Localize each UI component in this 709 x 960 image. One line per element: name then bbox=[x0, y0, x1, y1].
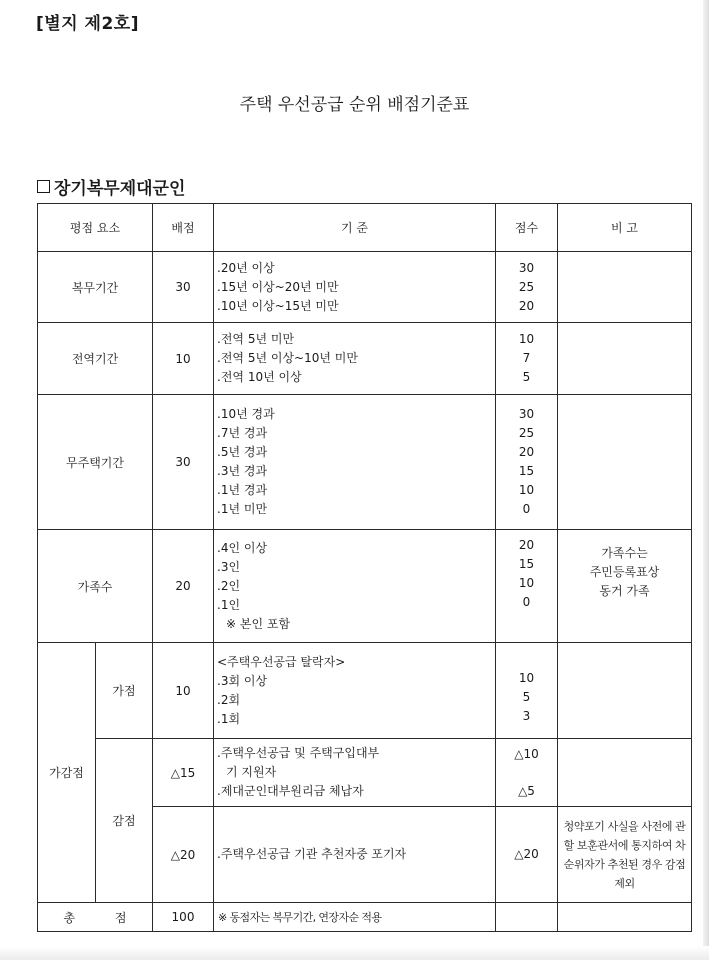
criteria-line: 기 지원자 bbox=[226, 765, 277, 779]
element-label: 전역기간 bbox=[38, 323, 153, 395]
criteria-line: .3회 이상 bbox=[217, 673, 268, 688]
table-row bbox=[38, 395, 692, 530]
score-value: 30 bbox=[518, 260, 535, 275]
page-bottom-edge bbox=[0, 946, 709, 960]
criteria-line: .3년 경과 bbox=[217, 464, 268, 478]
max-score: 30 bbox=[153, 395, 214, 530]
criteria-line: .2인 bbox=[217, 578, 241, 593]
score-cell bbox=[496, 739, 558, 807]
criteria-cell bbox=[214, 530, 496, 643]
score-value: △20 bbox=[514, 847, 539, 861]
score-value: 15 bbox=[518, 557, 535, 571]
score-value: 15 bbox=[518, 464, 535, 478]
table-row bbox=[38, 643, 692, 739]
criteria-line: .10년 경과 bbox=[217, 407, 275, 421]
max-score: 10 bbox=[153, 323, 214, 395]
sub-element-label: 감점 bbox=[96, 739, 153, 903]
score-value: 20 bbox=[518, 298, 535, 313]
score-spacer bbox=[496, 766, 557, 780]
score-value: 25 bbox=[518, 279, 535, 294]
element-label: 무주택기간 bbox=[38, 395, 153, 530]
criteria-line: .1년 미만 bbox=[217, 502, 268, 516]
criteria-line: .3인 bbox=[217, 559, 241, 574]
table-row bbox=[38, 252, 692, 323]
header-criteria: 기 준 bbox=[214, 204, 496, 252]
remarks-line: 청약포기 사실을 사전에 관 bbox=[563, 819, 686, 833]
max-score: 20 bbox=[153, 530, 214, 643]
criteria-line: .1인 bbox=[217, 597, 241, 612]
remarks-line: 동거 가족 bbox=[599, 584, 650, 598]
criteria-line: .전역 5년 미만 bbox=[217, 332, 295, 346]
max-score: △15 bbox=[153, 739, 214, 807]
remarks-cell bbox=[558, 323, 692, 395]
criteria-line: <주택우선공급 탈락자> bbox=[217, 654, 346, 669]
remarks-cell bbox=[558, 903, 692, 932]
header-max: 배점 bbox=[153, 204, 214, 252]
criteria-line: .주택우선공급 및 주택구입대부 bbox=[217, 746, 380, 760]
criteria-line: .20년 이상 bbox=[217, 260, 275, 275]
criteria-line: .제대군인대부원리금 체납자 bbox=[217, 784, 364, 798]
remarks-line: 가족수는 bbox=[601, 546, 648, 560]
total-score: 100 bbox=[153, 903, 214, 932]
criteria-line: .5년 경과 bbox=[217, 445, 268, 459]
sub-element-label: 가점 bbox=[96, 643, 153, 739]
table-row bbox=[38, 530, 692, 643]
criteria-line: .전역 10년 이상 bbox=[217, 370, 302, 384]
criteria-cell bbox=[214, 252, 496, 323]
remarks-line: 제외 bbox=[614, 876, 635, 890]
remarks-cell bbox=[558, 530, 692, 643]
table-row bbox=[38, 739, 692, 807]
score-cell bbox=[496, 323, 558, 395]
total-note: ※ 동점자는 복무기간, 연장자순 적용 bbox=[214, 903, 496, 932]
total-label: 총 점 bbox=[38, 903, 153, 932]
form-number: [별지 제2호] bbox=[36, 14, 139, 34]
criteria-cell bbox=[214, 807, 496, 903]
checkbox-icon bbox=[37, 180, 50, 193]
remarks-cell bbox=[558, 252, 692, 323]
criteria-note: ※ 본인 포함 bbox=[226, 616, 291, 631]
score-value: 30 bbox=[518, 407, 535, 421]
score-value: 5 bbox=[522, 370, 531, 384]
element-label: 가감점 bbox=[38, 643, 96, 903]
score-cell bbox=[496, 807, 558, 903]
score-value: 10 bbox=[518, 332, 535, 346]
score-value: 10 bbox=[518, 671, 535, 685]
section-label: 장기복무제대군인 bbox=[54, 179, 186, 199]
criteria-cell bbox=[214, 739, 496, 807]
criteria-cell bbox=[214, 395, 496, 530]
criteria-line: .7년 경과 bbox=[217, 426, 268, 440]
criteria-line: .전역 5년 이상~10년 미만 bbox=[217, 351, 358, 365]
max-score: 10 bbox=[153, 643, 214, 739]
criteria-line: .주택우선공급 기관 추천자중 포기자 bbox=[217, 847, 407, 861]
section-heading bbox=[37, 174, 185, 199]
score-cell bbox=[496, 395, 558, 530]
max-score: 30 bbox=[153, 252, 214, 323]
element-label: 복무기간 bbox=[38, 252, 153, 323]
header-element: 평점 요소 bbox=[38, 204, 153, 252]
criteria-line: .1년 경과 bbox=[217, 483, 268, 497]
criteria-line: .15년 이상~20년 미만 bbox=[217, 279, 339, 294]
criteria-cell bbox=[214, 643, 496, 739]
remarks-cell bbox=[558, 395, 692, 530]
header-remarks: 비 고 bbox=[558, 204, 692, 252]
score-value: 10 bbox=[518, 576, 535, 590]
criteria-line: .10년 이상~15년 미만 bbox=[217, 298, 339, 313]
score-value: 3 bbox=[522, 709, 531, 723]
score-value: 10 bbox=[518, 483, 535, 497]
score-value: 0 bbox=[522, 502, 531, 516]
score-cell bbox=[496, 903, 558, 932]
criteria-line: .4인 이상 bbox=[217, 540, 268, 555]
score-value: △10 bbox=[514, 746, 539, 761]
criteria-cell bbox=[214, 323, 496, 395]
table-total-row bbox=[38, 903, 692, 932]
remarks-line: 주민등록표상 bbox=[589, 565, 660, 579]
criteria-line: .1회 bbox=[217, 711, 241, 726]
document-title: 주택 우선공급 순위 배점기준표 bbox=[239, 95, 470, 115]
remarks-cell bbox=[558, 643, 692, 739]
remarks-cell bbox=[558, 807, 692, 903]
criteria-line: .2회 bbox=[217, 692, 241, 707]
score-value: 25 bbox=[518, 426, 535, 440]
max-score: △20 bbox=[153, 807, 214, 903]
header-score: 점수 bbox=[496, 204, 558, 252]
score-value: 0 bbox=[522, 595, 531, 609]
score-cell bbox=[496, 643, 558, 739]
score-value: 20 bbox=[518, 538, 535, 552]
score-table bbox=[37, 203, 692, 932]
score-cell bbox=[496, 530, 558, 643]
score-value: 7 bbox=[522, 351, 531, 365]
score-value: △5 bbox=[518, 783, 535, 798]
score-value: 20 bbox=[518, 445, 535, 459]
element-label: 가족수 bbox=[38, 530, 153, 643]
remarks-line: 할 보훈관서에 통지하여 차 bbox=[563, 838, 686, 852]
page-right-edge bbox=[703, 0, 709, 960]
remarks-cell bbox=[558, 739, 692, 807]
remarks-line: 순위자가 추천된 경우 감점 bbox=[563, 857, 686, 871]
table-header-row bbox=[38, 204, 692, 252]
score-cell bbox=[496, 252, 558, 323]
score-value: 5 bbox=[522, 690, 531, 704]
table-row bbox=[38, 323, 692, 395]
